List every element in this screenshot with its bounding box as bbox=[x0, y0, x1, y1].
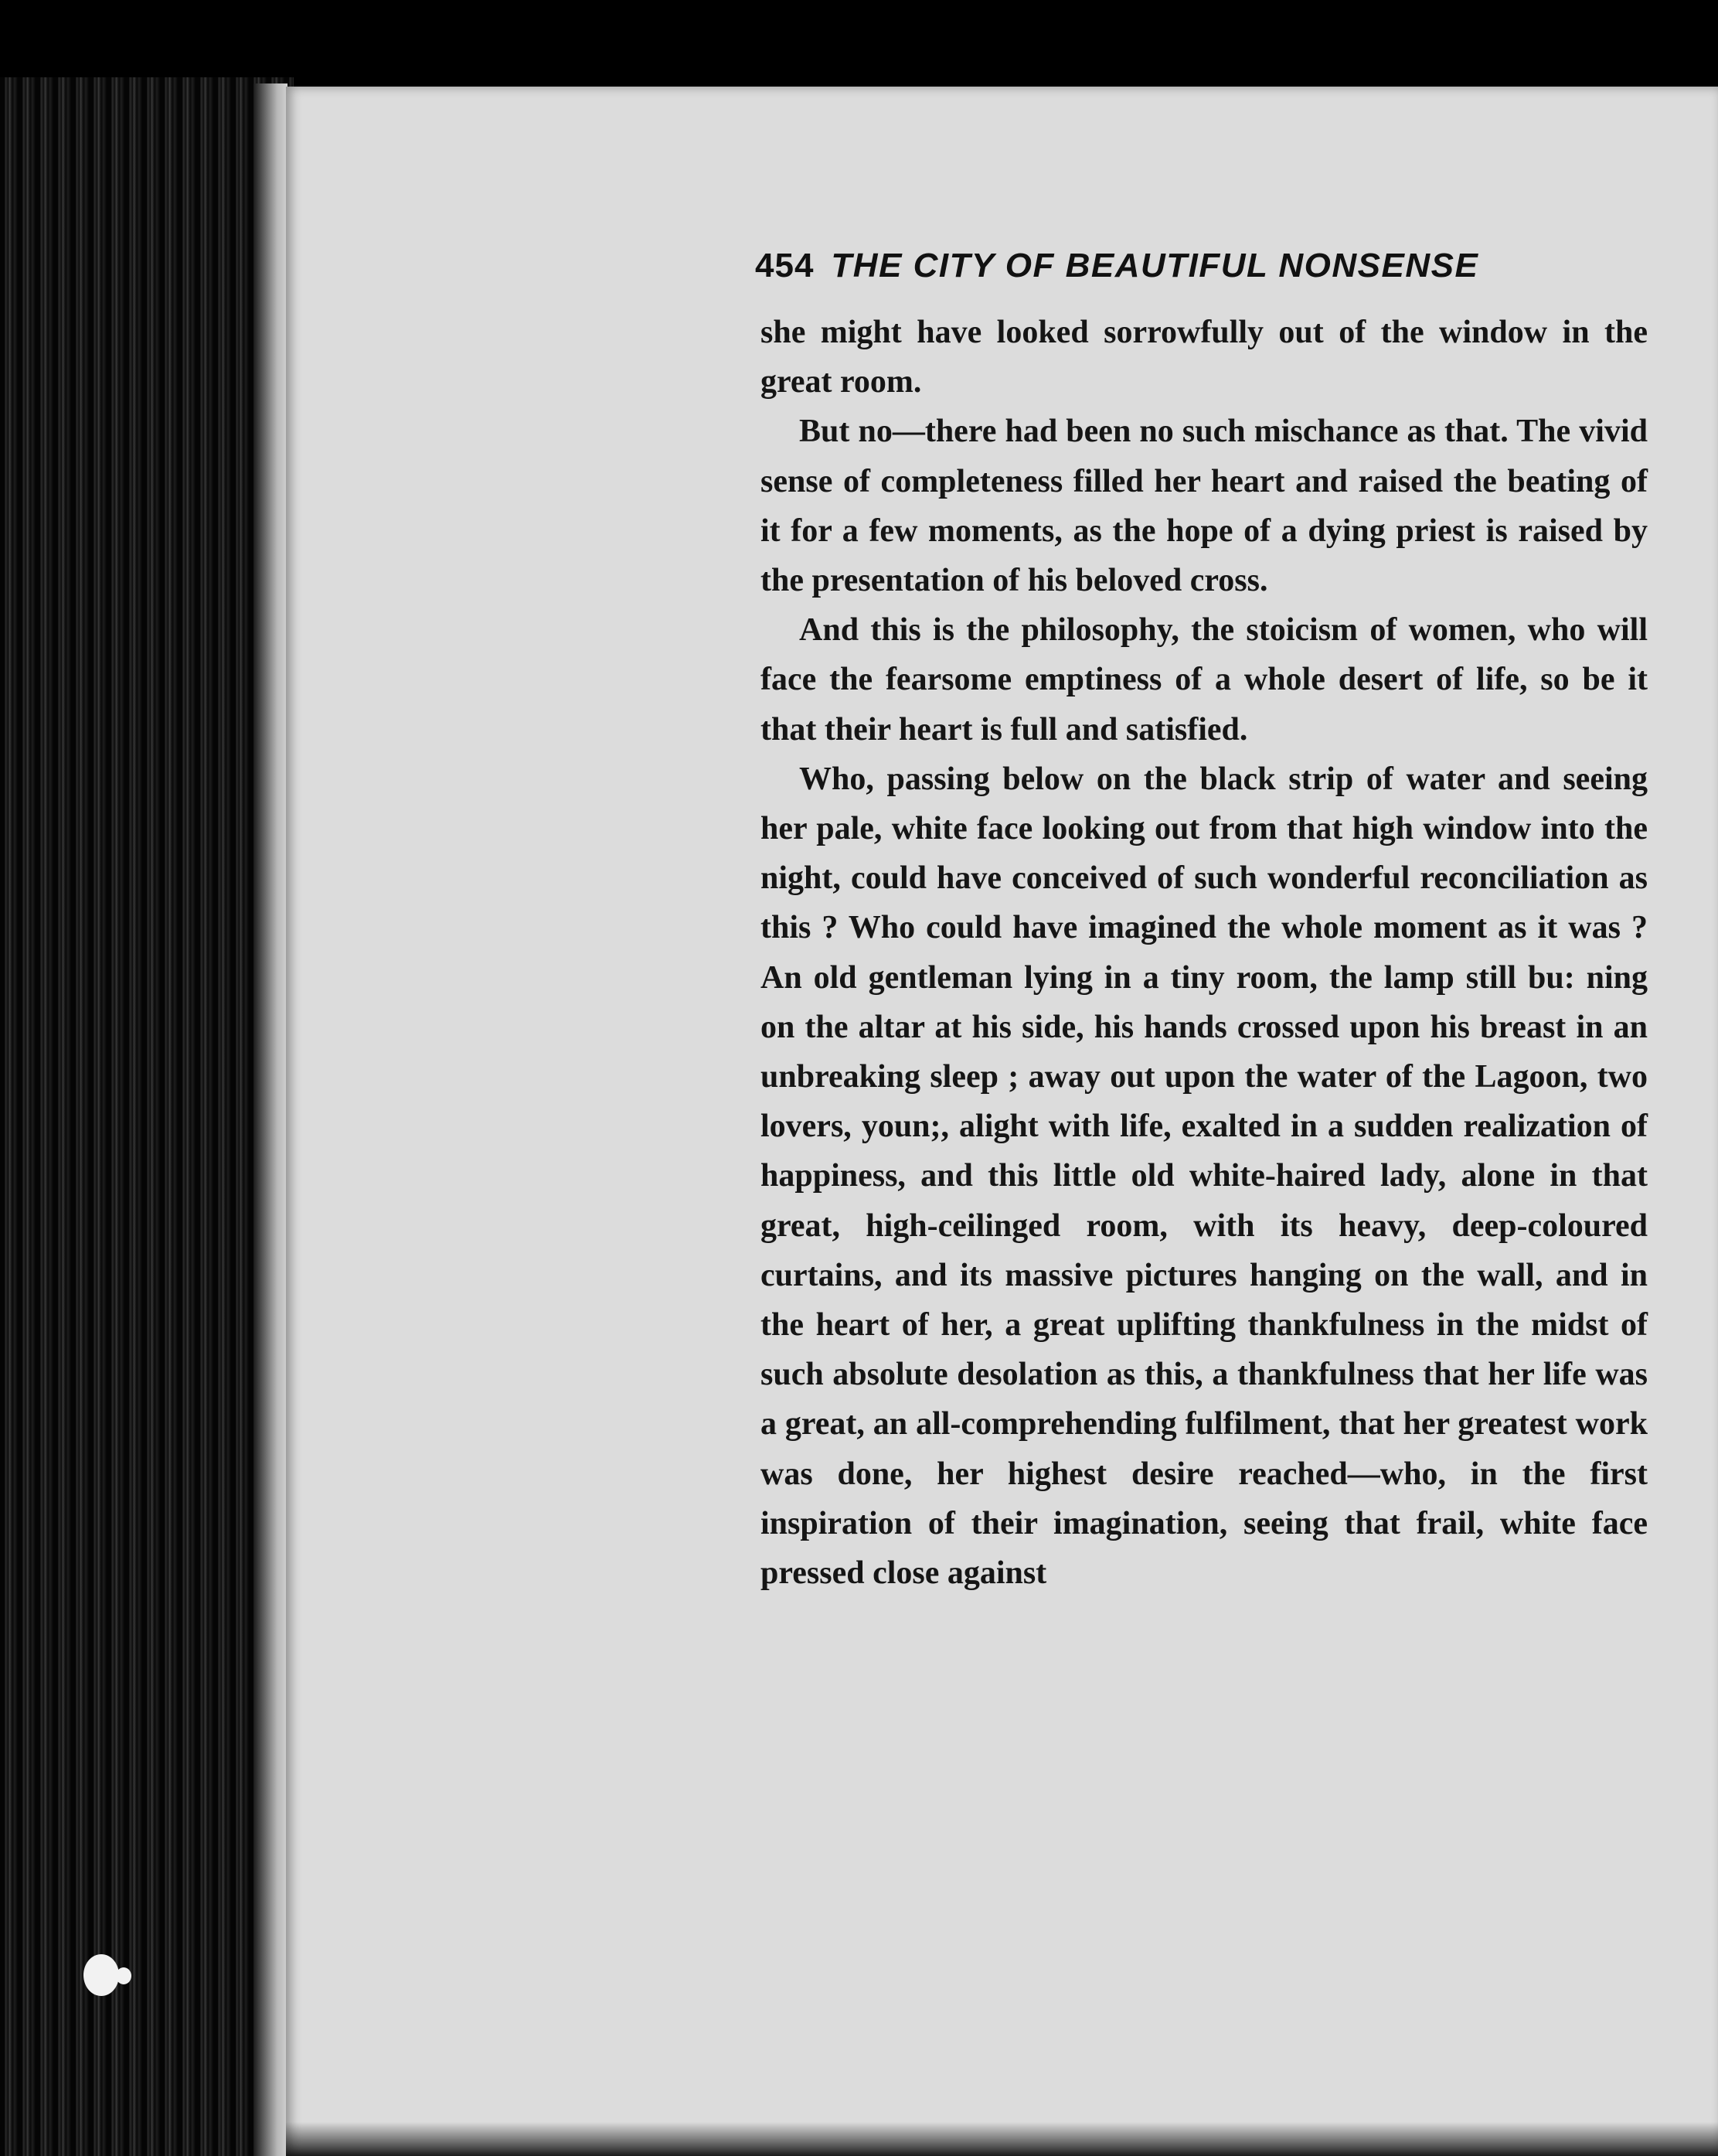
paragraph: And this is the philosophy, the stoicism of women, who will face the fearsome emptiness of a whole desert of life, so be it that their heart is full and satisfied. bbox=[760, 612, 1648, 748]
running-head bbox=[755, 244, 1652, 288]
page-bottom-shadow bbox=[286, 2122, 1718, 2156]
paragraph: But no—there had been no such mischance as that. The vivid sense of completeness filled her heart and raised the beating of it for a few moments, as the hope of a dying priest is raised by the presentation of his beloved cross. bbox=[760, 414, 1648, 599]
paragraph: Who, passing below on the black strip of water and seeing her pale, white face looking out from that high window into the night, could have conceived of such wonderful reconciliation as this ? Who could have imagined the whole moment as it was ? An old gentleman lying in a tiny room, the lamp still bu: ning on the altar at his side, his hands crossed upon his breast in an unbreaking sleep ; away out upon the water of the Lagoon, two lovers, youn;, alight with life, exalted in a sudden realization of happiness, and this little old white-haired lady, alone in that great, high-ceilinged room, with its heavy, deep-coloured curtains, and its massive pictures hanging on the wall, and in the heart of her, a great uplifting thankfulness in the midst of such absolute desolation as this, a thankfulness that her life was a great, an all-comprehending fulfilment, that her greatest work was done, her highest desire reached—who, in the first inspiration of their imagination, seeing that frail, white face pressed close against bbox=[760, 761, 1648, 1592]
paragraph-continued: she might have looked sorrowfully out of the window in the great room. bbox=[760, 315, 1648, 400]
paper-blemish bbox=[83, 1954, 119, 1996]
body-text bbox=[760, 308, 1648, 1598]
paper-blemish bbox=[116, 1967, 131, 1984]
page-spine bbox=[253, 83, 287, 2156]
page-number: 454 bbox=[755, 247, 815, 284]
book-title: THE CITY OF BEAUTIFUL NONSENSE bbox=[831, 247, 1479, 284]
book-edge bbox=[0, 77, 294, 2156]
